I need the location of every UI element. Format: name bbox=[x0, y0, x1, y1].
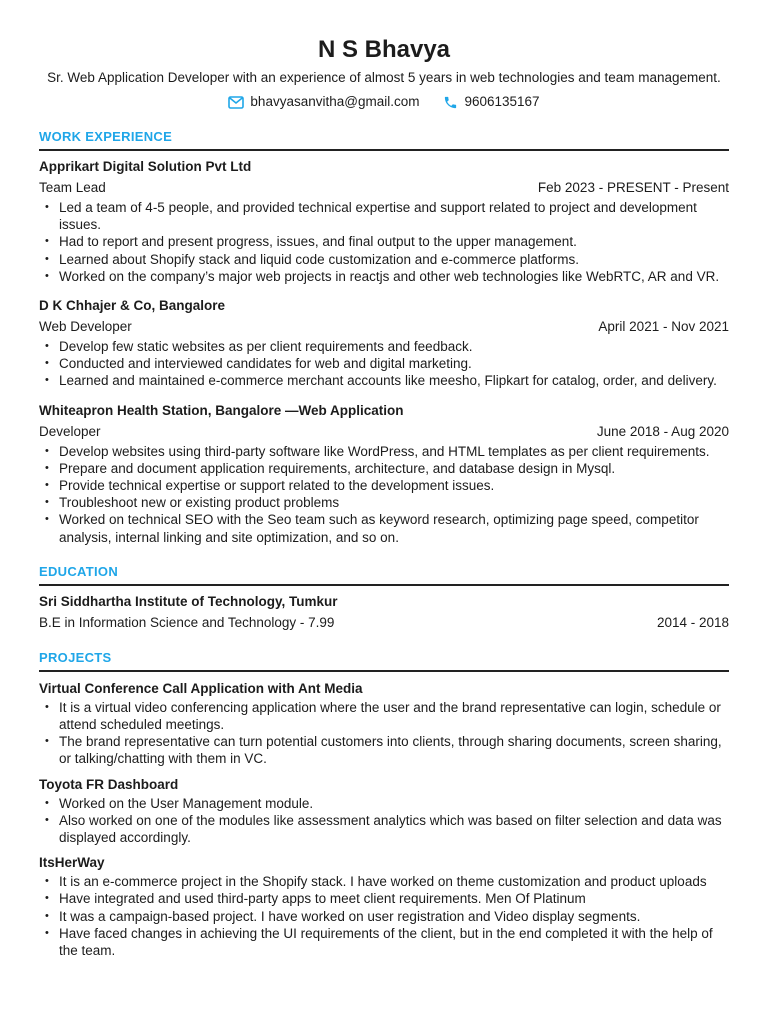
phone-link[interactable]: 9606135167 bbox=[464, 94, 540, 109]
job-entry bbox=[39, 158, 729, 285]
bullet-item: • It was a campaign-based project. I have worked on user registration and Video display segments. bbox=[59, 908, 729, 925]
job-company: Apprikart Digital Solution Pvt Ltd bbox=[39, 159, 252, 174]
bullet-item: • Develop websites using third-party software like WordPress, and HTML templates as per client requirements. bbox=[59, 443, 729, 460]
job-role-row bbox=[39, 179, 729, 197]
project-name: Toyota FR Dashboard bbox=[39, 776, 179, 792]
bullet-item: • It is a virtual video conferencing application where the user and the brand representative can login, schedule or attend scheduled meetings. bbox=[59, 699, 729, 733]
education-degree: B.E in Information Science and Technology - 7.99 bbox=[39, 614, 335, 630]
bullet-item: • Had to report and present progress, issues, and final output to the upper management. bbox=[59, 233, 729, 250]
education-institution: Sri Siddhartha Institute of Technology, Tumkur bbox=[39, 593, 338, 609]
candidate-tagline: Sr. Web Application Developer with an experience of almost 5 years in web technologies and team management. bbox=[47, 70, 721, 85]
job-role: Developer bbox=[39, 423, 101, 439]
job-role: Web Developer bbox=[39, 319, 132, 335]
bullet-item: • Prepare and document application requirements, architecture, and database design in Mysql. bbox=[59, 460, 729, 477]
contact-phone bbox=[443, 93, 539, 111]
bullet-item: • Have faced changes in achieving the UI requirements of the client, but in the end completed it with the help of the team. bbox=[59, 925, 729, 959]
job-entry bbox=[39, 297, 729, 390]
job-dates: June 2018 - Aug 2020 bbox=[596, 423, 729, 439]
section-title-education: EDUCATION bbox=[39, 564, 729, 586]
bullet-item: • Develop few static websites as per client requirements and feedback. bbox=[59, 338, 729, 355]
education-dates: 2014 - 2018 bbox=[656, 614, 729, 630]
job-bullets bbox=[39, 199, 729, 285]
bullet-item: • Learned and maintained e-commerce merchant accounts like meesho, Flipkart for catalog, order, and delivery. bbox=[59, 372, 729, 389]
project-bullets bbox=[39, 699, 729, 768]
job-dates: Feb 2023 - PRESENT - Present bbox=[537, 180, 729, 195]
job-company: Whiteapron Health Station, Bangalore —Web Application bbox=[39, 402, 404, 418]
project-bullets bbox=[39, 795, 729, 847]
bullet-item: • Worked on the User Management module. bbox=[59, 795, 729, 812]
job-bullets bbox=[39, 338, 729, 390]
bullet-item: • Led a team of 4-5 people, and provided technical expertise and support related to project and development issues. bbox=[59, 199, 729, 233]
bullet-item: • Provide technical expertise or support related to the development issues. bbox=[59, 477, 729, 494]
contact-email bbox=[228, 93, 419, 111]
phone-icon bbox=[443, 95, 458, 110]
project-bullets bbox=[39, 873, 729, 959]
job-entry bbox=[39, 402, 729, 546]
contact-row bbox=[39, 93, 729, 111]
education-entry bbox=[39, 593, 729, 632]
bullet-item: • Troubleshoot new or existing product problems bbox=[59, 494, 729, 511]
bullet-item: • It is an e-commerce project in the Shopify stack. I have worked on theme customization and product uploads bbox=[59, 873, 729, 890]
job-role-row bbox=[39, 423, 729, 441]
email-link[interactable]: bhavyasanvitha@gmail.com bbox=[250, 94, 420, 109]
project-name: ItsHerWay bbox=[39, 855, 105, 871]
job-bullets bbox=[39, 443, 729, 546]
section-title-work: WORK EXPERIENCE bbox=[39, 129, 729, 151]
project-entry bbox=[39, 854, 729, 959]
project-name: Virtual Conference Call Application with Ant Media bbox=[39, 680, 363, 696]
project-entry bbox=[39, 680, 729, 768]
bullet-item: • Also worked on one of the modules like assessment analytics which was based on filter selection and data was displayed accordingly. bbox=[59, 812, 729, 846]
section-title-projects: PROJECTS bbox=[39, 650, 729, 672]
bullet-item: • Conducted and interviewed candidates for web and digital marketing. bbox=[59, 355, 729, 372]
job-role: Team Lead bbox=[39, 180, 106, 195]
bullet-item: • The brand representative can turn potential customers into clients, through sharing documents, screen sharing, or talking/chatting with them in VC. bbox=[59, 733, 729, 767]
bullet-item: • Worked on technical SEO with the Seo team such as keyword research, optimizing page speed, competitor analysis, internal linking and site optimization, and so on. bbox=[59, 511, 729, 545]
project-entry bbox=[39, 776, 729, 847]
job-role-row bbox=[39, 318, 729, 336]
bullet-item: • Learned about Shopify stack and liquid code customization and e-commerce platforms. bbox=[59, 251, 729, 268]
job-dates: April 2021 - Nov 2021 bbox=[598, 319, 729, 335]
envelope-icon bbox=[228, 96, 244, 109]
job-company: D K Chhajer & Co, Bangalore bbox=[39, 298, 226, 314]
bullet-item: • Worked on the company’s major web projects in reactjs and other web technologies like WebRTC, AR and VR. bbox=[59, 268, 729, 285]
education-row bbox=[39, 614, 729, 632]
candidate-name: N S Bhavya bbox=[317, 36, 451, 63]
bullet-item: • Have integrated and used third-party apps to meet client requirements. Men Of Platinum bbox=[59, 890, 729, 907]
